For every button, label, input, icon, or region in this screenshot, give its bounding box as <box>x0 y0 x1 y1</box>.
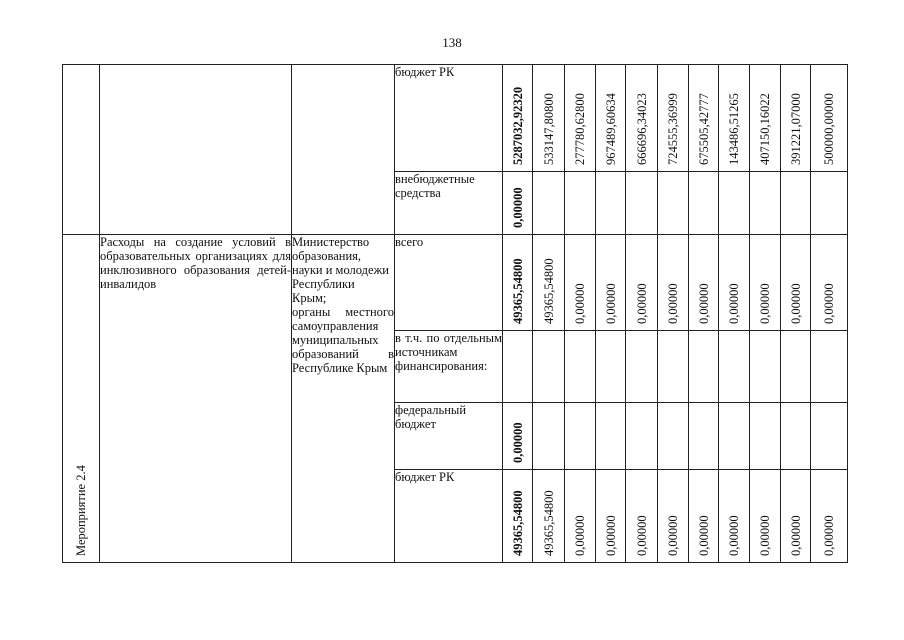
total-value: 0,00000 <box>510 422 525 463</box>
year-value-cell <box>719 172 750 235</box>
executor-line: Крым; <box>292 291 327 305</box>
year-value-cell <box>565 235 596 331</box>
year-value-cell <box>750 403 781 470</box>
year-value-cell <box>626 331 658 403</box>
year-value-cell <box>533 235 565 331</box>
year-value-cell <box>811 172 848 235</box>
year-value-cell <box>658 235 689 331</box>
executor-line: Министерство <box>292 235 370 249</box>
year-value-cell <box>750 331 781 403</box>
year-value-cell <box>719 65 750 172</box>
year-value-cell <box>565 470 596 563</box>
total-cell <box>503 65 533 172</box>
executor-cell <box>292 235 395 563</box>
blank-cell <box>100 65 292 235</box>
year-value-cell <box>689 470 719 563</box>
year-value-cell <box>750 470 781 563</box>
executor-line: органы местного <box>292 305 394 319</box>
year-value-cell <box>658 65 689 172</box>
year-value-cell <box>689 235 719 331</box>
year-value-cell <box>811 403 848 470</box>
year-value-cell <box>719 235 750 331</box>
year-value-cell <box>719 331 750 403</box>
year-value-cell <box>811 331 848 403</box>
funding-table <box>62 64 848 563</box>
year-value-cell <box>626 470 658 563</box>
year-value-cell <box>689 403 719 470</box>
year-value-cell <box>750 235 781 331</box>
year-value: 500000,00000 <box>822 93 836 165</box>
year-value-cell <box>533 65 565 172</box>
source-cell: федеральный бюджет <box>395 403 503 470</box>
year-value-cell <box>565 65 596 172</box>
year-value: 391221,07000 <box>788 93 803 165</box>
source-cell: бюджет РК <box>395 65 503 172</box>
activity-label-cell <box>63 235 100 563</box>
total-value: 5287032,92320 <box>510 86 525 165</box>
source-cell: всего <box>395 235 503 331</box>
total-cell <box>503 172 533 235</box>
year-value-cell <box>658 403 689 470</box>
year-value-cell <box>658 470 689 563</box>
year-value: 49365,54800 <box>541 490 556 556</box>
total-value: 49365,54800 <box>510 258 525 324</box>
table-row <box>63 235 848 331</box>
year-value: 0,00000 <box>727 283 741 324</box>
year-value: 0,00000 <box>603 515 618 556</box>
year-value: 49365,54800 <box>541 258 556 324</box>
year-value: 0,00000 <box>573 515 587 556</box>
year-value: 0,00000 <box>603 283 618 324</box>
year-value: 0,00000 <box>696 515 711 556</box>
year-value-cell <box>811 65 848 172</box>
executor-line: Республике Крым <box>292 361 388 375</box>
year-value-cell <box>533 331 565 403</box>
year-value-cell <box>596 470 626 563</box>
year-value-cell <box>781 235 811 331</box>
year-value-cell <box>781 470 811 563</box>
total-cell <box>503 403 533 470</box>
year-value-cell <box>689 172 719 235</box>
year-value: 724555,36999 <box>666 93 680 165</box>
total-value: 49365,54800 <box>510 490 525 556</box>
year-value: 0,00000 <box>822 515 836 556</box>
total-value: 0,00000 <box>510 187 525 228</box>
year-value-cell <box>565 403 596 470</box>
year-value-cell <box>565 331 596 403</box>
year-value-cell <box>658 331 689 403</box>
year-value-cell <box>811 235 848 331</box>
year-value: 0,00000 <box>758 515 772 556</box>
year-value-cell <box>781 331 811 403</box>
year-value-cell <box>596 235 626 331</box>
blank-cell <box>292 65 395 235</box>
year-value: 0,00000 <box>573 283 587 324</box>
year-value-cell <box>719 470 750 563</box>
year-value: 533147,80800 <box>541 93 556 165</box>
year-value-cell <box>750 65 781 172</box>
source-cell: в т.ч. по отдельным источникам финансирования: <box>395 331 503 403</box>
year-value: 967489,60634 <box>603 93 618 165</box>
year-value-cell <box>596 331 626 403</box>
year-value: 0,00000 <box>634 283 649 324</box>
total-cell <box>503 331 533 403</box>
year-value: 407150,16022 <box>758 93 772 165</box>
year-value: 0,00000 <box>666 515 680 556</box>
year-value-cell <box>689 65 719 172</box>
total-cell <box>503 235 533 331</box>
executor-line: образования, <box>292 249 362 263</box>
year-value-cell <box>533 470 565 563</box>
year-value: 0,00000 <box>788 515 803 556</box>
activity-description: Расходы на создание условий в образовательных организациях для инклюзивного образования детей-инвалидов <box>100 235 292 563</box>
source-cell: бюджет РК <box>395 470 503 563</box>
total-cell <box>503 470 533 563</box>
executor-line: образований в <box>292 347 394 361</box>
year-value: 666696,34023 <box>634 93 649 165</box>
year-value-cell <box>596 65 626 172</box>
year-value-cell <box>533 172 565 235</box>
year-value-cell <box>719 403 750 470</box>
executor-line: науки и молодежи <box>292 263 389 277</box>
executor-line: муниципальных <box>292 333 379 347</box>
year-value-cell <box>565 172 596 235</box>
page-number: 138 <box>442 35 462 50</box>
executor-line: самоуправления <box>292 319 379 333</box>
year-value-cell <box>596 172 626 235</box>
year-value-cell <box>658 172 689 235</box>
year-value-cell <box>626 403 658 470</box>
year-value: 0,00000 <box>788 283 803 324</box>
source-cell: внебюджетные средства <box>395 172 503 235</box>
year-value: 143486,51265 <box>727 93 741 165</box>
year-value-cell <box>750 172 781 235</box>
year-value: 0,00000 <box>666 283 680 324</box>
year-value: 0,00000 <box>696 283 711 324</box>
year-value: 277780,62800 <box>573 93 587 165</box>
blank-cell <box>63 65 100 235</box>
year-value-cell <box>626 65 658 172</box>
year-value: 0,00000 <box>758 283 772 324</box>
year-value-cell <box>781 172 811 235</box>
year-value-cell <box>596 403 626 470</box>
table-row <box>63 65 848 172</box>
year-value-cell <box>626 235 658 331</box>
year-value-cell <box>781 65 811 172</box>
activity-label: Мероприятие 2.4 <box>74 465 88 556</box>
executor-line: Республики <box>292 277 355 291</box>
year-value-cell <box>626 172 658 235</box>
year-value: 0,00000 <box>727 515 741 556</box>
year-value-cell <box>533 403 565 470</box>
year-value-cell <box>811 470 848 563</box>
year-value-cell <box>689 331 719 403</box>
year-value: 0,00000 <box>822 283 836 324</box>
year-value: 675505,42777 <box>696 93 711 165</box>
year-value: 0,00000 <box>634 515 649 556</box>
year-value-cell <box>781 403 811 470</box>
